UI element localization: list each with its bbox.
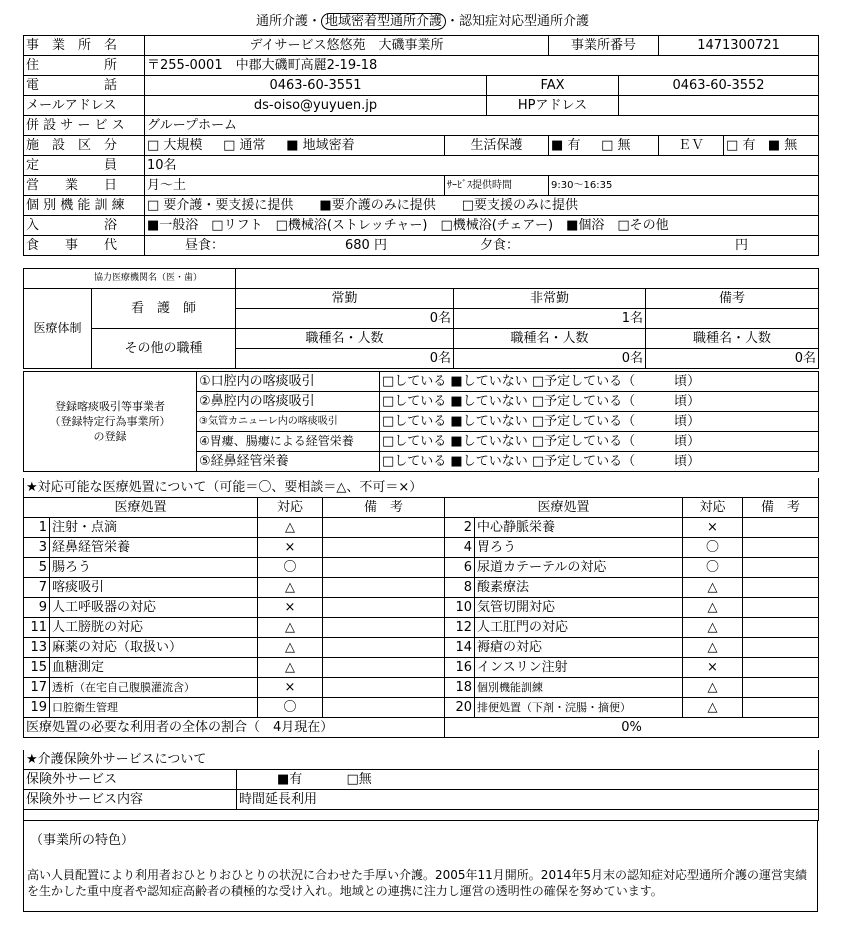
treatment-note xyxy=(323,538,445,558)
annex-label: 併 設 サ ー ビ ス xyxy=(24,116,145,136)
treatment-mark: × xyxy=(683,658,743,678)
other-staff-label: その他の職種 xyxy=(92,329,236,369)
treatment-name: 褥瘡の対応 xyxy=(475,638,683,658)
suction-label-line-3: の登録 xyxy=(93,430,127,443)
dinner-price: 円 xyxy=(735,238,749,253)
bath-label: 入 浴 xyxy=(24,216,145,236)
mail-label: メールアドレス xyxy=(24,96,145,116)
table-row xyxy=(24,638,819,658)
facility-annex: グループホーム xyxy=(145,116,819,136)
medical-staff-table xyxy=(23,268,819,369)
lunch-label: 昼食： xyxy=(185,238,225,253)
ev-yes: □ 有 xyxy=(726,138,756,153)
service-type-3: 認知症対応型通所介護 xyxy=(459,14,590,29)
treatment-no: 16 xyxy=(445,658,475,678)
treatment-name: 個別機能訓練 xyxy=(475,678,683,698)
treatment-mark: 〇 xyxy=(683,538,743,558)
treatment-name: 腸ろう xyxy=(50,558,258,578)
suction-item-1: ①口腔内の喀痰吸引 xyxy=(197,372,380,392)
suction-status-1: □している ■していない □予定している（ 頃） xyxy=(380,372,819,392)
nurse-part-count: 1名 xyxy=(454,309,646,329)
extra-content-value: 時間延長利用 xyxy=(237,790,819,810)
treatment-mark: △ xyxy=(258,618,323,638)
suction-status-3: □している ■していない □予定している（ 頃） xyxy=(380,412,819,432)
treatment-no: 11 xyxy=(24,618,50,638)
treatment-mark: △ xyxy=(258,518,323,538)
treatment-no: 19 xyxy=(24,698,50,718)
table-row xyxy=(24,578,819,598)
facility-training: □ 要介護・要支援に提供 ■要介護のみに提供 □要支援のみに提供 xyxy=(145,196,819,216)
treatment-mark: △ xyxy=(258,578,323,598)
treatment-header-right: 医療処置 xyxy=(445,498,683,518)
extra-title: ★介護保険外サービスについて xyxy=(24,750,819,770)
job-header-1: 職種名・人数 xyxy=(236,329,454,349)
job-header-2: 職種名・人数 xyxy=(454,329,646,349)
other-count-3: 0名 xyxy=(646,349,819,369)
treatment-no: 18 xyxy=(445,678,475,698)
nurse-label: 看 護 師 xyxy=(92,289,236,329)
treatment-name: インスリン注射 xyxy=(475,658,683,678)
treatment-note xyxy=(743,598,819,618)
days-label: 営 業 日 xyxy=(24,176,145,196)
treatment-note xyxy=(323,698,445,718)
medical-system-label: 医療体制 xyxy=(24,289,92,369)
features-body: 高い人員配置により利用者おひとりおひとりの状況に合わせた手厚い介護。2005年11月開所。2014年5月末の認知症対応型通所介護の運営実績を生かした重中度者や認知症高齢者の積極的な受け入れ。地域との連携に注力し運営の透明性の確保を努めています。 xyxy=(27,868,807,898)
treatment-name: 中心静脈栄養 xyxy=(475,518,683,538)
partner-label: 協力医療機関名（医・歯） xyxy=(24,269,236,289)
treatment-note xyxy=(323,598,445,618)
table-row xyxy=(24,678,819,698)
table-row xyxy=(24,618,819,638)
table-row xyxy=(24,598,819,618)
extra-services-table xyxy=(23,750,819,821)
ev-options xyxy=(724,136,819,156)
number-label: 事業所番号 xyxy=(549,36,659,56)
treatment-no: 3 xyxy=(24,538,50,558)
treatment-name: 胃ろう xyxy=(475,538,683,558)
facility-mail: ds-oiso@yuyuen.jp xyxy=(145,96,487,116)
meal-label: 食 事 代 xyxy=(24,236,145,256)
lunch-price: 680 円 xyxy=(345,238,387,253)
ev-label: ＥＶ xyxy=(659,136,724,156)
treatment-name: 口腔衛生管理 xyxy=(50,698,258,718)
service-type-header: 通所介護・ 地域密着型通所介護 ・認知症対応型通所介護 xyxy=(255,14,590,29)
ratio-value: 0% xyxy=(445,718,819,738)
table-row xyxy=(24,558,819,578)
treatment-name: 透析（在宅自己腹膜灌流含） xyxy=(50,678,258,698)
treatment-note xyxy=(743,618,819,638)
nurse-note xyxy=(646,309,819,329)
table-row xyxy=(24,538,819,558)
treatment-no: 8 xyxy=(445,578,475,598)
treatment-note xyxy=(323,678,445,698)
treatment-note xyxy=(743,538,819,558)
features-title: （事業所の特色） xyxy=(30,833,135,848)
treatment-mark: △ xyxy=(258,638,323,658)
treatment-mark: △ xyxy=(258,658,323,678)
category-community: ■ 地域密着 xyxy=(286,138,355,153)
treatment-note xyxy=(743,558,819,578)
table-row xyxy=(24,658,819,678)
treatment-mark: × xyxy=(258,598,323,618)
category-large: □ 大規模 xyxy=(147,138,203,153)
treatment-no: 9 xyxy=(24,598,50,618)
note-header-left: 備 考 xyxy=(323,498,445,518)
service-type-1: 通所介護 xyxy=(255,14,308,29)
treatment-note xyxy=(743,678,819,698)
extra-service-yes: ■有 xyxy=(277,772,303,787)
treatment-mark: △ xyxy=(683,638,743,658)
hours-label: ｻｰﾋﾞｽ提供時間 xyxy=(445,176,549,196)
treatment-mark: 〇 xyxy=(258,698,323,718)
full-time-header: 常勤 xyxy=(236,289,454,309)
address-label: 住 所 xyxy=(24,56,145,76)
extra-service-options xyxy=(237,770,819,790)
table-row xyxy=(24,698,819,718)
training-label: 個 別 機 能 訓 練 xyxy=(24,196,145,216)
treatment-mark: × xyxy=(258,538,323,558)
treatment-note xyxy=(323,518,445,538)
welfare-no: □ 無 xyxy=(601,138,631,153)
treatment-no: 14 xyxy=(445,638,475,658)
facility-days: 月〜土 xyxy=(145,176,445,196)
treatment-no: 20 xyxy=(445,698,475,718)
suction-item-3: ③気管カニューレ内の喀痰吸引 xyxy=(197,412,380,432)
treatment-name: 注射・点滴 xyxy=(50,518,258,538)
note-header-right: 備 考 xyxy=(743,498,819,518)
treatment-mark: × xyxy=(683,518,743,538)
category-options xyxy=(145,136,445,156)
treatment-mark: 〇 xyxy=(258,558,323,578)
treatment-note xyxy=(323,578,445,598)
support-header-right: 対応 xyxy=(683,498,743,518)
facility-hours: 9:30〜16:35 xyxy=(549,176,819,196)
treatment-name: 人工膀胱の対応 xyxy=(50,618,258,638)
treatment-mark: 〇 xyxy=(683,558,743,578)
suction-item-4: ④胃瘻、腸瘻による経管栄養 xyxy=(197,432,380,452)
note-header: 備考 xyxy=(646,289,819,309)
facility-name: デイサービス悠悠苑 大磯事業所 xyxy=(145,36,549,56)
treatment-name: 排便処置（下剤・浣腸・摘便） xyxy=(475,698,683,718)
treatment-name: 気管切開対応 xyxy=(475,598,683,618)
dinner-label: 夕食： xyxy=(480,238,520,253)
facility-tel: 0463-60-3551 xyxy=(145,76,487,96)
treatment-no: 10 xyxy=(445,598,475,618)
treatment-note xyxy=(743,578,819,598)
facility-fax: 0463-60-3552 xyxy=(619,76,819,96)
category-normal: □ 通常 xyxy=(223,138,266,153)
features-box xyxy=(23,820,818,912)
category-label: 施 設 区 分 xyxy=(24,136,145,156)
treatment-no: 7 xyxy=(24,578,50,598)
facility-address: 〒255-0001 中郡大磯町高麗2-19-18 xyxy=(145,56,819,76)
name-label: 事 業 所 名 xyxy=(24,36,145,56)
treatment-name: 尿道カテーテルの対応 xyxy=(475,558,683,578)
ratio-label: 医療処置の必要な利用者の全体の割合（ 4月現在） xyxy=(24,718,445,738)
treatment-note xyxy=(323,658,445,678)
other-count-2: 0名 xyxy=(454,349,646,369)
suction-table xyxy=(23,371,819,472)
treatment-name: 酸素療法 xyxy=(475,578,683,598)
treatment-note xyxy=(743,638,819,658)
treatment-name: 喀痰吸引 xyxy=(50,578,258,598)
treatment-mark: △ xyxy=(683,598,743,618)
treatment-no: 12 xyxy=(445,618,475,638)
treatment-note xyxy=(743,698,819,718)
other-count-1: 0名 xyxy=(236,349,454,369)
facility-info-table xyxy=(23,35,819,256)
service-type-2-circled: 地域密着型通所介護 xyxy=(321,13,446,30)
fax-label: FAX xyxy=(487,76,619,96)
ev-no: ■ 無 xyxy=(767,138,798,153)
suction-status-2: □している ■していない □予定している（ 頃） xyxy=(380,392,819,412)
nurse-full-count: 0名 xyxy=(236,309,454,329)
meal-row xyxy=(145,236,819,256)
suction-label-line-2: （登録特定行為事業所） xyxy=(49,415,171,428)
treatment-name: 麻薬の対応（取扱い） xyxy=(50,638,258,658)
treatment-name: 人工肛門の対応 xyxy=(475,618,683,638)
suction-status-4: □している ■していない □予定している（ 頃） xyxy=(380,432,819,452)
welfare-yes: ■ 有 xyxy=(551,138,581,153)
facility-hp xyxy=(619,96,819,116)
part-time-header: 非常勤 xyxy=(454,289,646,309)
extra-service-no: □無 xyxy=(346,772,372,787)
facility-bath: ■一般浴 □リフト □機械浴(ストレッチャー) □機械浴(チェアー) ■個浴 □その他 xyxy=(145,216,819,236)
suction-status-5: □している ■していない □予定している（ 頃） xyxy=(380,452,819,472)
treatment-no: 5 xyxy=(24,558,50,578)
suction-item-5: ⑤経鼻経管栄養 xyxy=(197,452,380,472)
spacer-row xyxy=(24,810,819,821)
treatment-no: 2 xyxy=(445,518,475,538)
extra-service-label: 保険外サービス xyxy=(24,770,237,790)
treatment-no: 15 xyxy=(24,658,50,678)
treatment-mark: △ xyxy=(683,698,743,718)
treatment-note xyxy=(323,638,445,658)
welfare-options xyxy=(549,136,659,156)
welfare-label: 生活保護 xyxy=(445,136,549,156)
hp-label: HPアドレス xyxy=(487,96,619,116)
extra-content-label: 保険外サービス内容 xyxy=(24,790,237,810)
treatment-note xyxy=(323,618,445,638)
suction-label xyxy=(24,372,197,472)
treatments-table xyxy=(23,478,819,738)
tel-label: 電 話 xyxy=(24,76,145,96)
support-header-left: 対応 xyxy=(258,498,323,518)
treatment-note xyxy=(743,658,819,678)
treatment-no: 17 xyxy=(24,678,50,698)
treatment-no: 13 xyxy=(24,638,50,658)
suction-label-line-1: 登録喀痰吸引等事業者 xyxy=(55,400,165,413)
treatment-name: 血糖測定 xyxy=(50,658,258,678)
treatment-no: 6 xyxy=(445,558,475,578)
treatments-title: ★対応可能な医療処置について（可能＝〇、要相談＝△、不可＝×） xyxy=(24,478,819,498)
treatment-mark: × xyxy=(258,678,323,698)
treatment-header-left: 医療処置 xyxy=(24,498,258,518)
facility-number: 1471300721 xyxy=(659,36,819,56)
job-header-3: 職種名・人数 xyxy=(646,329,819,349)
suction-item-2: ②鼻腔内の喀痰吸引 xyxy=(197,392,380,412)
treatment-name: 人工呼吸器の対応 xyxy=(50,598,258,618)
treatment-name: 経鼻経管栄養 xyxy=(50,538,258,558)
treatment-mark: △ xyxy=(683,618,743,638)
treatment-mark: △ xyxy=(683,678,743,698)
facility-capacity: 10名 xyxy=(145,156,819,176)
partner-value xyxy=(236,269,819,289)
treatment-note xyxy=(743,518,819,538)
capacity-label: 定 員 xyxy=(24,156,145,176)
treatment-mark: △ xyxy=(683,578,743,598)
treatment-no: 4 xyxy=(445,538,475,558)
table-row xyxy=(24,518,819,538)
treatment-no: 1 xyxy=(24,518,50,538)
treatment-note xyxy=(323,558,445,578)
